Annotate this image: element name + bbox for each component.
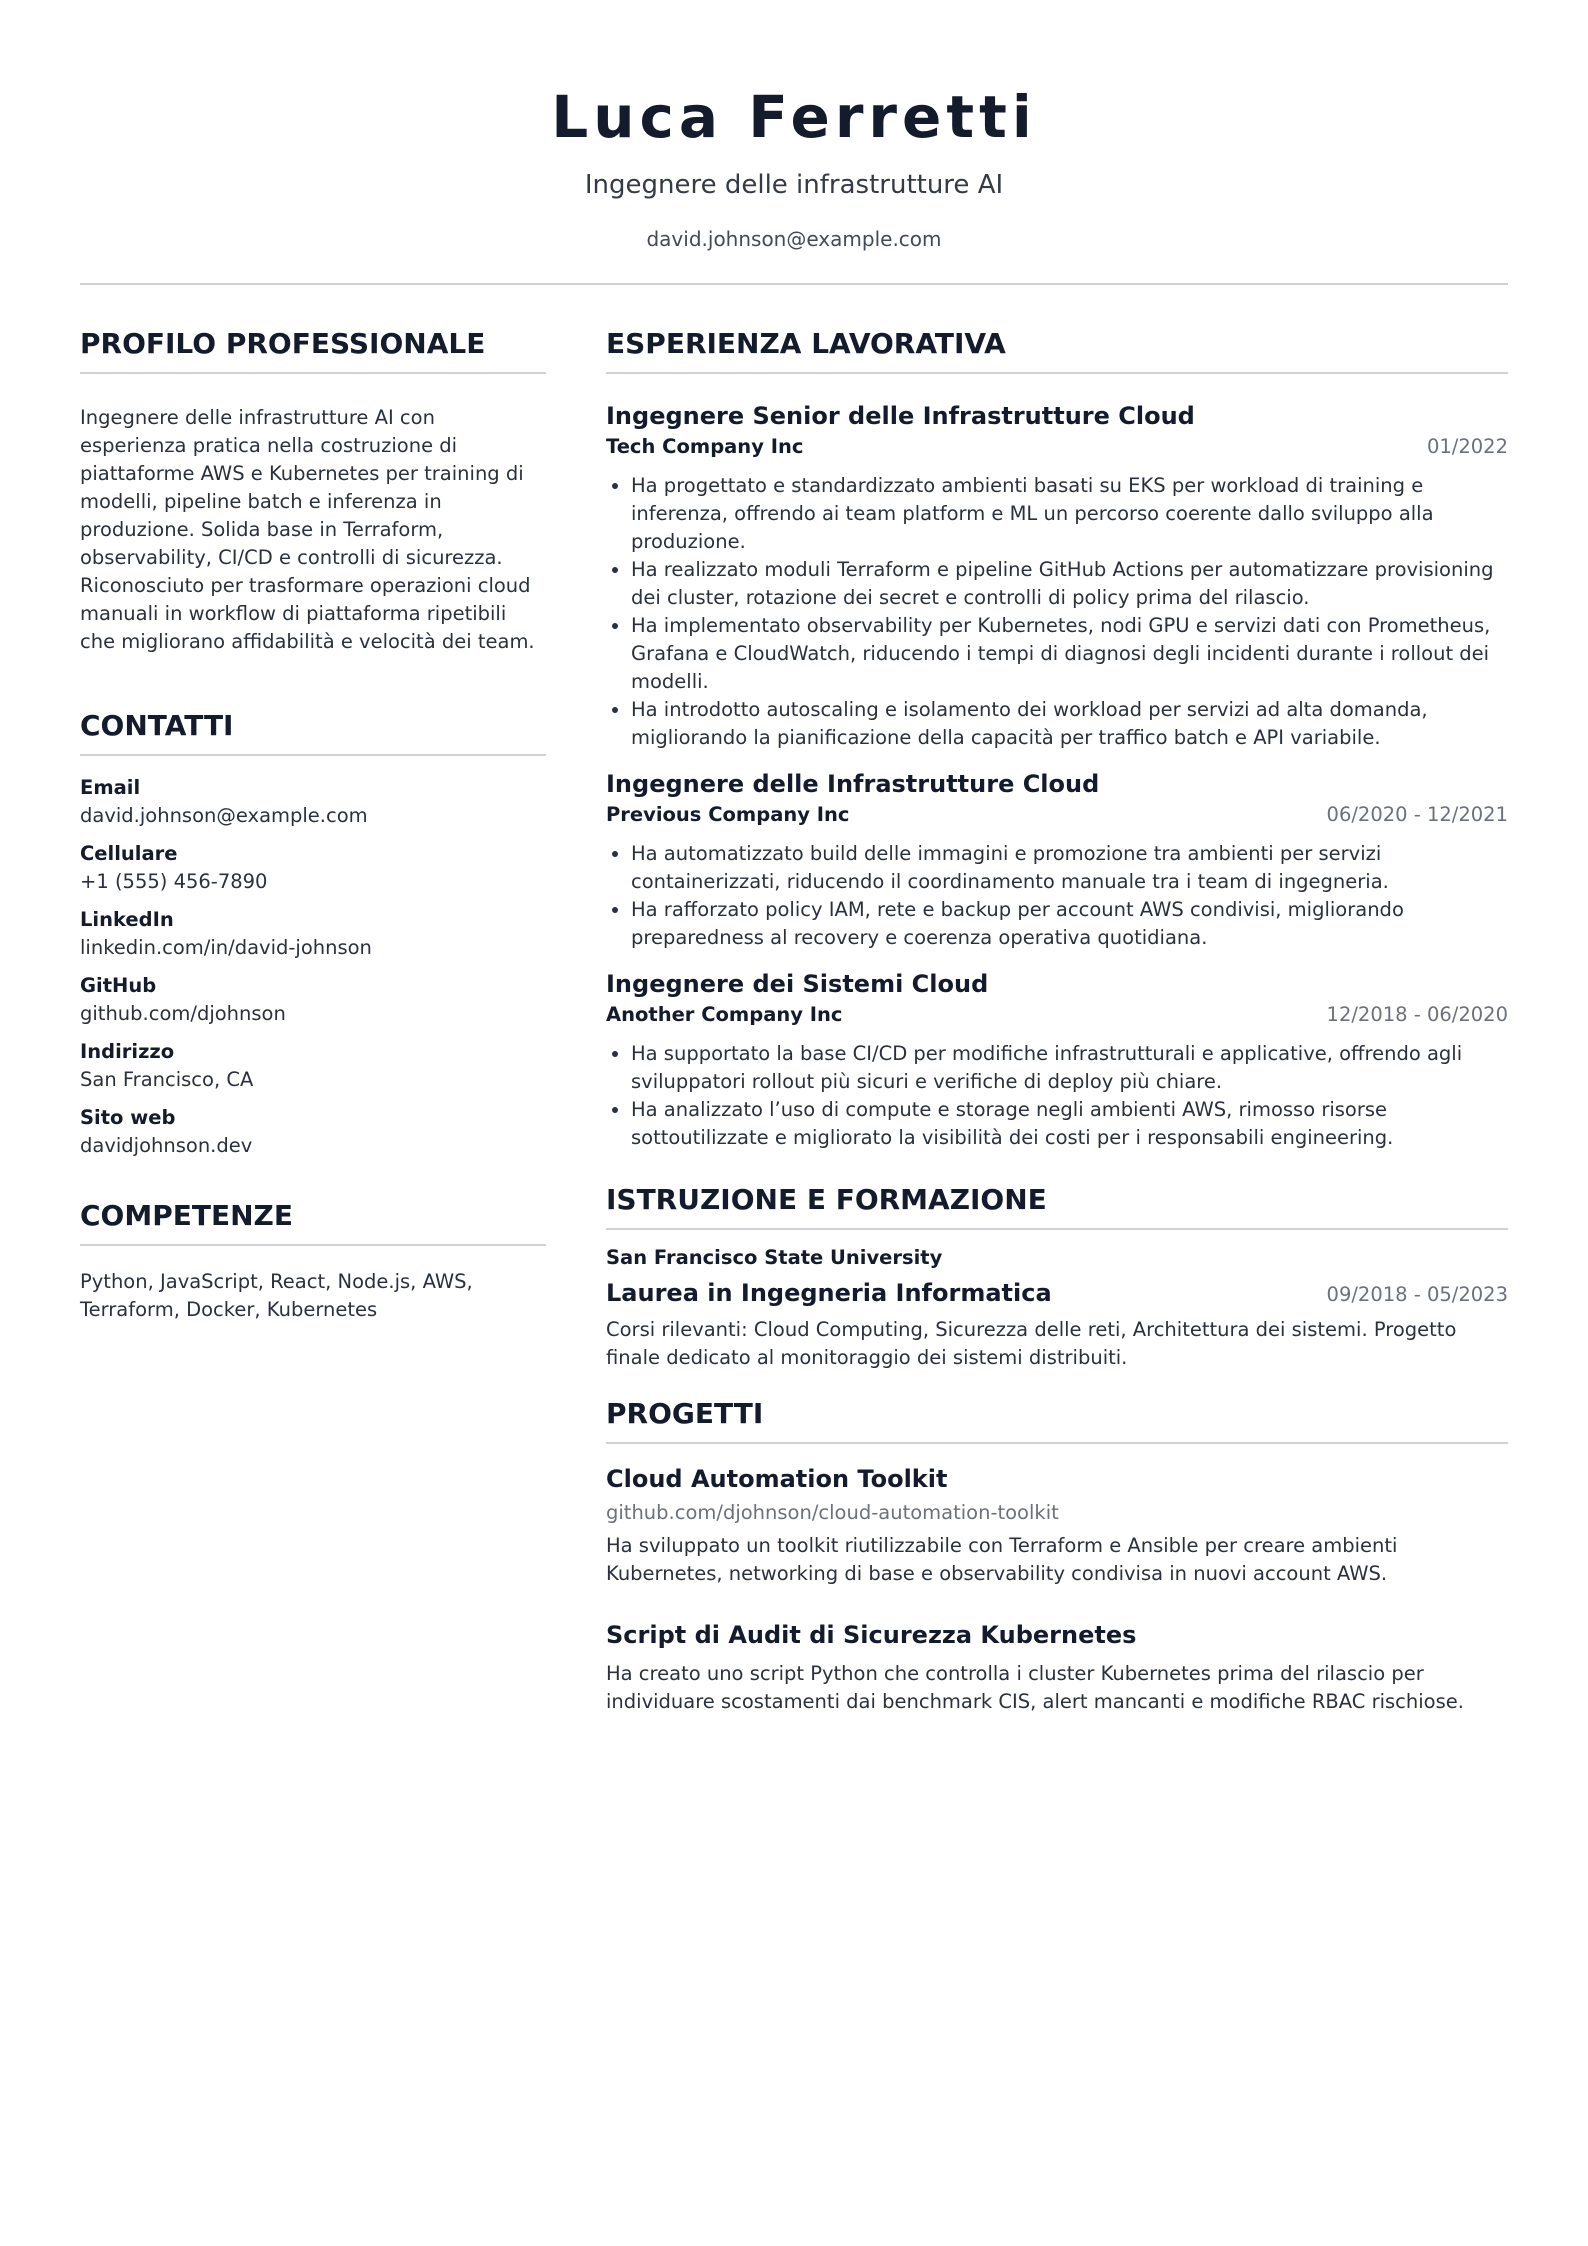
job-company: Tech Company Inc bbox=[606, 435, 804, 458]
contact-github bbox=[80, 972, 546, 1028]
job-date: 12/2018 - 06/2020 bbox=[1326, 1003, 1508, 1026]
contact-value: San Francisco, CA bbox=[80, 1068, 254, 1091]
education-date: 09/2018 - 05/2023 bbox=[1326, 1283, 1508, 1306]
education-section bbox=[606, 1182, 1508, 1372]
education-text: Corsi rilevanti: Cloud Computing, Sicurezza delle reti, Architettura dei sistemi. Progetto finale dedicato al monitoraggio dei sistemi distribuiti. bbox=[606, 1318, 1457, 1369]
project-entry bbox=[606, 1462, 1508, 1588]
projects-title: PROGETTI bbox=[606, 1396, 1508, 1444]
header-email[interactable]: david.johnson@example.com bbox=[646, 227, 942, 251]
job-bullet: • Ha introdotto autoscaling e isolamento dei workload per servizi ad alta domanda, migliorando la pianificazione della capacità per traffico batch e API variabile. bbox=[631, 696, 1508, 752]
resume-header bbox=[80, 0, 1508, 285]
contact-linkedin bbox=[80, 906, 546, 962]
contact-value[interactable]: +1 (555) 456-7890 bbox=[80, 870, 268, 893]
job-title: Ingegnere dei Sistemi Cloud bbox=[606, 970, 989, 998]
job-title: Ingegnere Senior delle Infrastrutture Cloud bbox=[606, 402, 1195, 430]
left-column bbox=[80, 326, 546, 1324]
project-link[interactable]: github.com/djohnson/cloud-automation-toolkit bbox=[606, 1501, 1059, 1524]
job-bullets bbox=[606, 840, 1508, 952]
job-entry bbox=[606, 400, 1508, 752]
job-title: Ingegnere delle Infrastrutture Cloud bbox=[606, 770, 1100, 798]
project-text: Ha sviluppato un toolkit riutilizzabile con Terraform e Ansible per creare ambienti Kubernetes, networking di base e observability condivisa in nuovi account AWS. bbox=[606, 1534, 1398, 1585]
contact-value[interactable]: github.com/djohnson bbox=[80, 1002, 286, 1025]
candidate-role: Ingegnere delle infrastrutture AI bbox=[584, 170, 1004, 200]
job-bullet: • Ha supportato la base CI/CD per modifiche infrastrutturali e applicative, offrendo agli sviluppatori rollout più sicuri e verifiche di deploy più chiare. bbox=[631, 1040, 1508, 1096]
skills-text: Python, JavaScript, React, Node.js, AWS, Terraform, Docker, Kubernetes bbox=[80, 1270, 473, 1321]
contact-label: Sito web bbox=[80, 1106, 176, 1129]
profile-section bbox=[80, 326, 546, 656]
job-company: Another Company Inc bbox=[606, 1003, 843, 1026]
contact-email bbox=[80, 774, 546, 830]
projects-section bbox=[606, 1396, 1508, 1716]
job-bullet: • Ha automatizzato build delle immagini e promozione tra ambienti per servizi containerizzati, riducendo il coordinamento manuale tra i team di ingegneria. bbox=[631, 840, 1508, 896]
job-bullets bbox=[606, 1040, 1508, 1152]
job-bullet: • Ha progettato e standardizzato ambienti basati su EKS per workload di training e inferenza, offrendo ai team platform e ML un percorso coerente dallo sviluppo alla produzione. bbox=[631, 472, 1508, 556]
project-entry bbox=[606, 1618, 1508, 1716]
project-title: Script di Audit di Sicurezza Kubernetes bbox=[606, 1621, 1137, 1649]
contact-website bbox=[80, 1104, 546, 1160]
job-bullet: • Ha realizzato moduli Terraform e pipeline GitHub Actions per automatizzare provisioning dei cluster, rotazione dei secret e controlli di policy prima del rilascio. bbox=[631, 556, 1508, 612]
job-bullet: • Ha analizzato l’uso di compute e storage negli ambienti AWS, rimosso risorse sottoutilizzate e migliorato la visibilità dei costi per i responsabili engineering. bbox=[631, 1096, 1508, 1152]
contact-label: GitHub bbox=[80, 974, 157, 997]
contact-value[interactable]: davidjohnson.dev bbox=[80, 1134, 253, 1157]
profile-text: Ingegnere delle infrastrutture AI con esperienza pratica nella costruzione di piattaforme AWS e Kubernetes per training di modelli, pipeline batch e inferenza in produzione. Solida base in Terraform, observability, CI/CD e controlli di sicurezza. Riconosciuto per trasformare operazioni cloud manuali in workflow di piattaforma ripetibili che migliorano affidabilità e velocità dei team. bbox=[80, 406, 535, 653]
candidate-name: Luca Ferretti bbox=[551, 83, 1037, 151]
job-bullet: • Ha rafforzato policy IAM, rete e backup per account AWS condivisi, migliorando preparedness al recovery e coerenza operativa quotidiana. bbox=[631, 896, 1508, 952]
contact-label: Cellulare bbox=[80, 842, 178, 865]
education-school: San Francisco State University bbox=[606, 1246, 943, 1269]
contact-phone bbox=[80, 840, 546, 896]
right-column bbox=[606, 326, 1508, 1716]
profile-title: PROFILO PROFESSIONALE bbox=[80, 326, 546, 374]
contact-label: Email bbox=[80, 776, 141, 799]
skills-title: COMPETENZE bbox=[80, 1198, 546, 1246]
contact-label: Indirizzo bbox=[80, 1040, 175, 1063]
job-date: 01/2022 bbox=[1426, 435, 1508, 458]
job-bullets bbox=[606, 472, 1508, 752]
education-degree: Laurea in Ingegneria Informatica bbox=[606, 1279, 1052, 1307]
project-title: Cloud Automation Toolkit bbox=[606, 1465, 948, 1493]
experience-section bbox=[606, 326, 1508, 1152]
job-entry bbox=[606, 968, 1508, 1152]
contacts-section bbox=[80, 708, 546, 1160]
job-company: Previous Company Inc bbox=[606, 803, 850, 826]
contact-value[interactable]: david.johnson@example.com bbox=[80, 804, 368, 827]
contact-value[interactable]: linkedin.com/in/david-johnson bbox=[80, 936, 372, 959]
job-bullet: • Ha implementato observability per Kubernetes, nodi GPU e servizi dati con Prometheus, Grafana e CloudWatch, riducendo i tempi di diagnosi degli incidenti durante i rollout dei modelli. bbox=[631, 612, 1508, 696]
contacts-title: CONTATTI bbox=[80, 708, 546, 756]
contact-label: LinkedIn bbox=[80, 908, 174, 931]
job-entry bbox=[606, 768, 1508, 952]
education-title: ISTRUZIONE E FORMAZIONE bbox=[606, 1182, 1508, 1230]
skills-section bbox=[80, 1198, 546, 1324]
job-date: 06/2020 - 12/2021 bbox=[1326, 803, 1508, 826]
project-text: Ha creato uno script Python che controlla i cluster Kubernetes prima del rilascio per individuare scostamenti dai benchmark CIS, alert mancanti e modifiche RBAC rischiose. bbox=[606, 1662, 1464, 1713]
experience-title: ESPERIENZA LAVORATIVA bbox=[606, 326, 1508, 374]
contact-address bbox=[80, 1038, 546, 1094]
